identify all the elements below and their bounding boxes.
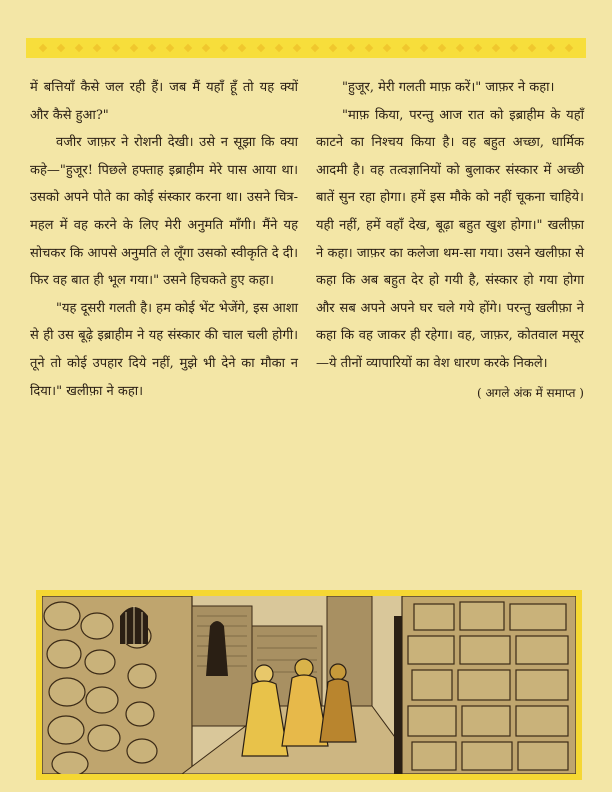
diamond-ornament-icon bbox=[492, 44, 500, 52]
right-text-column bbox=[316, 74, 584, 407]
story-paragraph: "यह दूसरी गलती है। हम कोई भेंट भेजेंगे, इस आशा से ही उस बूढ़े इब्राहीम ने यह संस्कार की चाल चली होगी। तूने तो कोई उपहार दिये नहीं, मुझे भी देने का मौका न दिया।" खलीफ़ा ने कहा। bbox=[30, 300, 298, 399]
diamond-ornament-icon bbox=[401, 44, 409, 52]
diamond-ornament-icon bbox=[220, 44, 228, 52]
decorative-header-band bbox=[26, 38, 586, 58]
diamond-ornament-icon bbox=[93, 44, 101, 52]
diamond-ornament-icon bbox=[166, 44, 174, 52]
diamond-ornament-icon bbox=[510, 44, 518, 52]
left-text-column bbox=[30, 74, 298, 405]
diamond-ornament-icon bbox=[202, 44, 210, 52]
diamond-ornament-icon bbox=[419, 44, 427, 52]
diamond-ornament-icon bbox=[365, 44, 373, 52]
diamond-ornament-icon bbox=[75, 44, 83, 52]
diamond-ornament-icon bbox=[383, 44, 391, 52]
diamond-ornament-icon bbox=[148, 44, 156, 52]
diamond-ornament-icon bbox=[39, 44, 47, 52]
diamond-ornament-icon bbox=[564, 44, 572, 52]
street-scene-illustration bbox=[36, 590, 582, 780]
diamond-ornament-icon bbox=[184, 44, 192, 52]
diamond-ornament-icon bbox=[546, 44, 554, 52]
diamond-ornament-icon bbox=[274, 44, 282, 52]
diamond-ornament-icon bbox=[111, 44, 119, 52]
diamond-ornament-icon bbox=[238, 44, 246, 52]
diamond-ornament-icon bbox=[347, 44, 355, 52]
right-stone-wall bbox=[402, 596, 576, 774]
diamond-ornament-icon bbox=[329, 44, 337, 52]
street-scene-drawing bbox=[42, 596, 576, 774]
diamond-ornament-icon bbox=[293, 44, 301, 52]
diamond-ornament-icon bbox=[311, 44, 319, 52]
story-paragraph: वजीर जाफ़र ने रोशनी देखी। उसे न सूझा कि क्या कहे—"हुजूर! पिछले हफ्ताह इब्राहीम मेरे पास आया था। उसको अपने पोते का कोई संस्कार करना था। उसने चित्र-महल में वह करने के लिए मेरी अनुमति माँगी। मैंने यह सोचकर कि आपसे अनुमति ले लूँगा उसको स्वीकृति दे दी। फिर वह बात ही भूल गया।" उसने हिचकते हुए कहा। bbox=[30, 135, 298, 289]
diamond-ornament-icon bbox=[528, 44, 536, 52]
robed-figures bbox=[242, 659, 356, 756]
diamond-ornament-icon bbox=[256, 44, 264, 52]
diamond-ornament-icon bbox=[456, 44, 464, 52]
diamond-ornament-icon bbox=[438, 44, 446, 52]
diamond-ornament-icon bbox=[129, 44, 137, 52]
diamond-ornament-icon bbox=[57, 44, 65, 52]
story-paragraph: में बत्तियाँ कैसे जल रही हैं। जब मैं यहाँ हूँ तो यह क्यों और कैसे हुआ?" bbox=[30, 80, 298, 123]
story-paragraph: "माफ़ किया, परन्तु आज रात को इब्राहीम के यहाँ काटने का निश्चय किया है। वह बहुत अच्छा, धार्मिक आदमी है। वह तत्वज्ञानियों को बुलाकर संस्कार में अच्छी बातें सुन रहा होगा। हमें इस मौके को नहीं चूकना चाहिये। यही नहीं, हमें वहाँ देख, बूढ़ा बहुत खुश होगा।" खलीफ़ा ने कहा। जाफ़र का कलेजा थम-सा गया। उसने खलीफ़ा से कहा कि अब बहुत देर हो गयी है, संस्कार हो गया होगा और सब अपने अपने घर चले गये होंगे। परन्तु खलीफ़ा ने कहा कि वह जाकर ही रहेगा। वह, जाफ़र, कोतवाल मसूर—ये तीनों व्यापारियों का वेश धारण करके निकले। bbox=[316, 107, 584, 371]
story-paragraph: "हुजूर, मेरी गलती माफ़ करें।" जाफ़र ने कहा। bbox=[342, 80, 555, 95]
continued-note: ( अगले अंक में समाप्त ) bbox=[477, 385, 584, 400]
diamond-ornament-icon bbox=[474, 44, 482, 52]
left-stone-wall bbox=[42, 596, 192, 774]
